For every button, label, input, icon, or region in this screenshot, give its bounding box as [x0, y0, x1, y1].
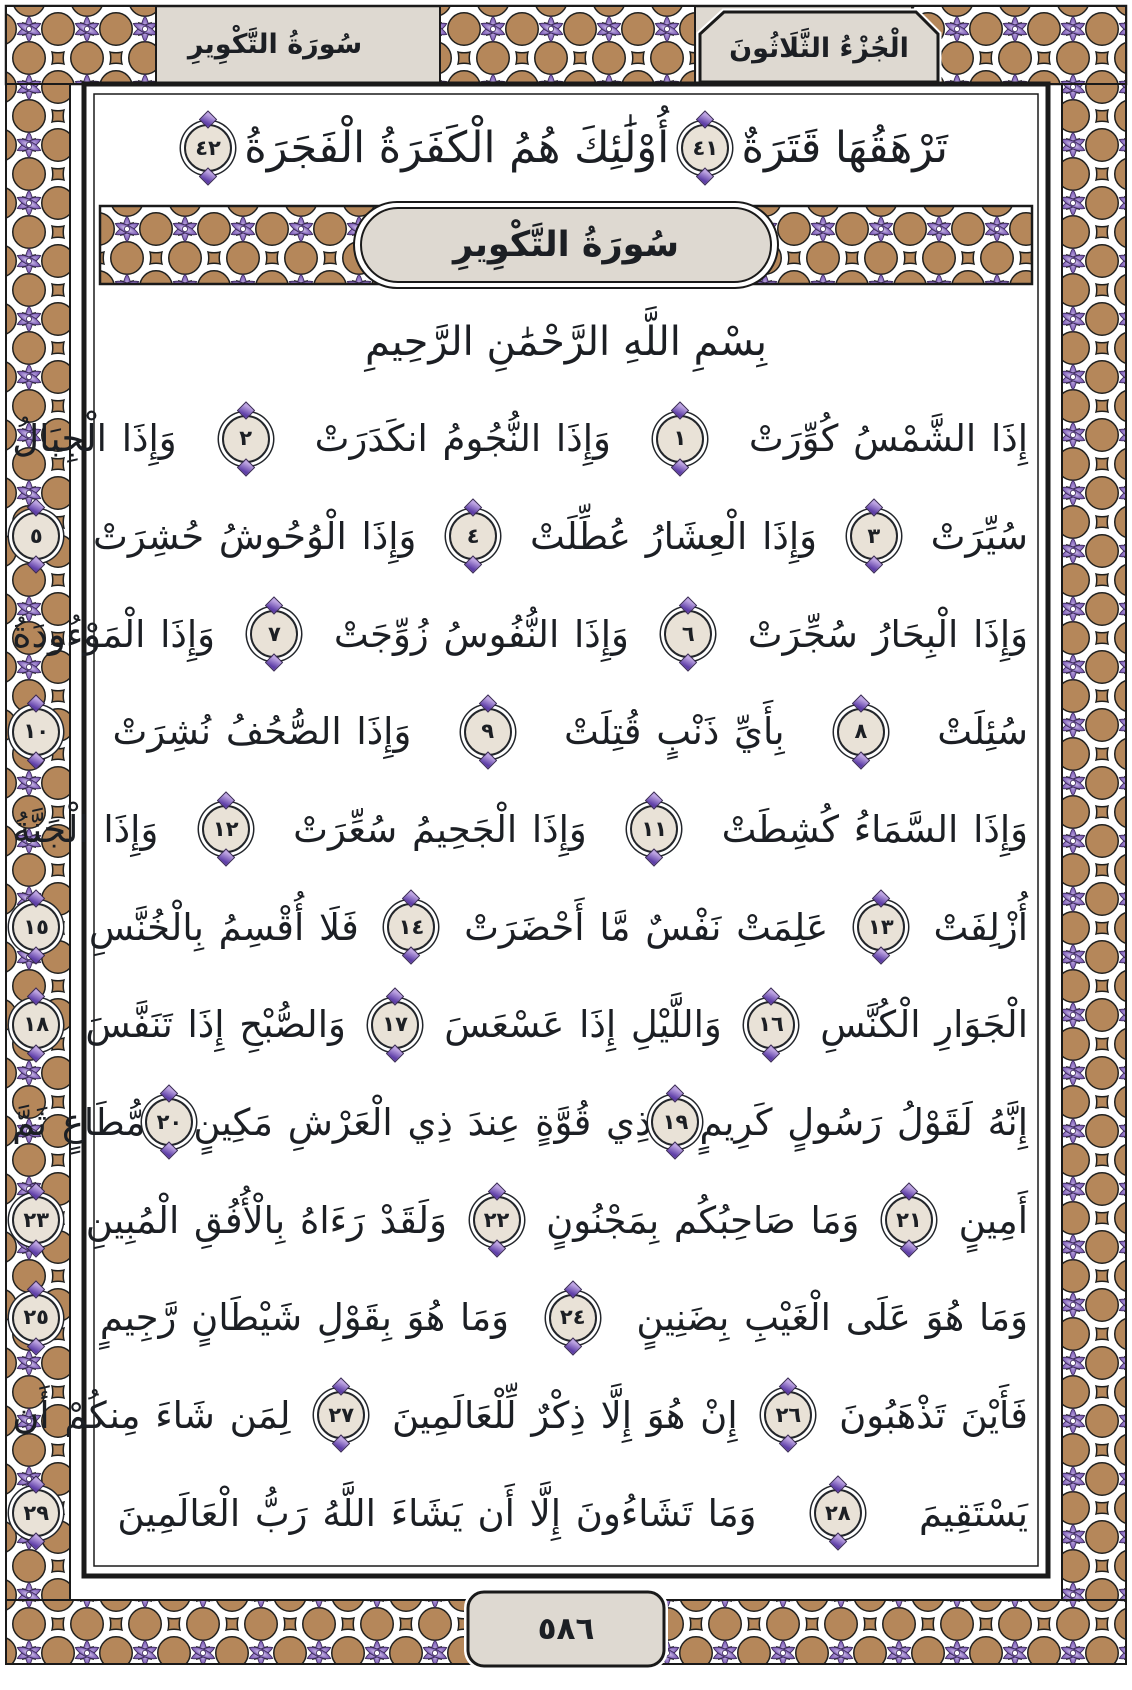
- quran-line: [12, 781, 1028, 879]
- ayah-text: لِمَن شَاءَ مِنكُمْ أَن: [12, 1393, 291, 1437]
- ayah-text: وَإِذَا السَّمَاءُ كُشِطَتْ: [721, 807, 1028, 851]
- ayah-text: وَإِذَا النُّجُومُ انكَدَرَتْ: [314, 417, 611, 461]
- quran-line: [12, 1074, 1028, 1172]
- verse-marker: ١: [656, 415, 704, 463]
- verse-marker: ٨: [837, 708, 885, 756]
- verse-marker: ٣: [850, 512, 898, 560]
- ayah-text: فَلَا أُقْسِمُ بِالْخُنَّسِ: [88, 905, 359, 949]
- verse-marker: ١٩: [651, 1098, 699, 1146]
- ayah-text: أُوْلَٰئِكَ هُمُ الْكَفَرَةُ الْفَجَرَةُ: [244, 123, 670, 173]
- verse-marker: ٢٧: [317, 1391, 365, 1439]
- verse-marker: ٢٠: [145, 1098, 193, 1146]
- ayah-text: وَإِذَا الْجَنَّةُ: [12, 807, 159, 851]
- ayah-text: مُّطَاعٍ ثَمَّ: [12, 1100, 146, 1144]
- verse-marker: ١٥: [12, 903, 60, 951]
- quran-line: [12, 1367, 1028, 1465]
- ayah-text: سُيِّرَتْ: [930, 514, 1028, 558]
- continuation-line: [104, 100, 1028, 196]
- ayah-text: وَلَقَدْ رَءَاهُ بِالْأُفُقِ الْمُبِينِ: [85, 1198, 447, 1242]
- header-juz-label: الْجُزْءُ الثَّلَاثُونَ: [729, 32, 909, 64]
- quran-line: [12, 976, 1028, 1074]
- ayah-text: تَرْهَقُهَا قَتَرَةٌ: [741, 123, 948, 173]
- ayah-text: إِذَا الشَّمْسُ كُوِّرَتْ: [748, 417, 1028, 461]
- ayah-text: عَلِمَتْ نَفْسٌ مَّا أَحْضَرَتْ: [464, 905, 829, 949]
- quran-lines: [12, 390, 1028, 1562]
- quran-line: [12, 878, 1028, 976]
- verse-marker: ١٦: [747, 1001, 795, 1049]
- verse-marker: ١٨: [12, 1001, 60, 1049]
- verse-marker: ٦: [664, 610, 712, 658]
- ayah-text: وَمَا صَاحِبُكُم بِمَجْنُونٍ: [546, 1198, 860, 1242]
- verse-marker: ٤: [449, 512, 497, 560]
- ayah-text: وَإِذَا الْجِبَالُ: [12, 417, 177, 461]
- verse-marker: ٤١: [681, 124, 729, 172]
- quran-line: [12, 585, 1028, 683]
- ayah-text: أُزْلِفَتْ: [933, 905, 1028, 949]
- ayah-text: وَإِذَا الْعِشَارُ عُطِّلَتْ: [529, 514, 817, 558]
- ayah-text: وَإِذَا الْجَحِيمُ سُعِّرَتْ: [293, 807, 587, 851]
- verse-marker: ٢٢: [473, 1196, 521, 1244]
- ayah-text: وَمَا تَشَاءُونَ إِلَّا أَن يَشَاءَ اللَّهُ رَبُّ الْعَالَمِينَ: [117, 1491, 757, 1535]
- ayah-text: وَمَا هُوَ بِقَوْلِ شَيْطَانٍ رَّجِيمٍ: [99, 1296, 510, 1340]
- verse-marker: ٢٨: [814, 1489, 862, 1537]
- ayah-text: وَالصُّبْحِ إِذَا تَنَفَّسَ: [85, 1003, 346, 1047]
- verse-marker: ٢٦: [764, 1391, 812, 1439]
- quran-line: [12, 488, 1028, 586]
- ayah-text: ذِي قُوَّةٍ عِندَ ذِي الْعَرْشِ مَكِينٍ: [193, 1100, 652, 1144]
- verse-marker: ٢١: [885, 1196, 933, 1244]
- verse-marker: ١٠: [12, 708, 60, 756]
- page-number: ٥٨٦: [537, 1611, 595, 1647]
- verse-marker: ٤٢: [184, 124, 232, 172]
- verse-marker: ١٤: [387, 903, 435, 951]
- ayah-text: إِنْ هُوَ إِلَّا ذِكْرٌ لِّلْعَالَمِينَ: [391, 1393, 738, 1437]
- ayah-text: فَأَيْنَ تَذْهَبُونَ: [839, 1393, 1028, 1437]
- surah-title: سُورَةُ التَّكْوِيرِ: [453, 225, 679, 265]
- ayah-text: وَإِذَا النُّفُوسُ زُوِّجَتْ: [333, 612, 629, 656]
- ayah-text: الْجَوَارِ الْكُنَّسِ: [820, 1003, 1028, 1047]
- header-surah-label: سُورَةُ التَّكْوِيرِ: [187, 28, 363, 60]
- ayah-text: وَإِذَا الْمَوْءُودَةُ: [12, 612, 216, 656]
- verse-marker: ٢٣: [12, 1196, 60, 1244]
- verse-marker: ٢٤: [549, 1294, 597, 1342]
- ayah-text: وَمَا هُوَ عَلَى الْغَيْبِ بِضَنِينٍ: [636, 1296, 1028, 1340]
- ayah-text: وَإِذَا الصُّحُفُ نُشِرَتْ: [112, 710, 412, 754]
- bismillah: بِسْمِ اللَّهِ الرَّحْمَٰنِ الرَّحِيمِ: [364, 319, 768, 365]
- ayah-text: سُئِلَتْ: [937, 710, 1028, 754]
- ayah-text: وَإِذَا الْوُحُوشُ حُشِرَتْ: [93, 514, 417, 558]
- verse-marker: ٢٩: [12, 1489, 60, 1537]
- verse-marker: ١١: [630, 805, 678, 853]
- ayah-text: أَمِينٍ: [958, 1198, 1028, 1242]
- quran-line: [12, 683, 1028, 781]
- quran-line: [12, 390, 1028, 488]
- verse-marker: ١٢: [202, 805, 250, 853]
- quran-line: [12, 1171, 1028, 1269]
- verse-marker: ١٣: [857, 903, 905, 951]
- verse-marker: ٢٥: [12, 1294, 60, 1342]
- verse-marker: ٥: [12, 512, 60, 560]
- verse-marker: ٢: [222, 415, 270, 463]
- verse-marker: ٩: [464, 708, 512, 756]
- quran-line: [12, 1464, 1028, 1562]
- ayah-text: وَاللَّيْلِ إِذَا عَسْعَسَ: [444, 1003, 722, 1047]
- ayah-text: يَسْتَقِيمَ: [919, 1491, 1028, 1535]
- ayah-text: إِنَّهُ لَقَوْلُ رَسُولٍ كَرِيمٍ: [699, 1100, 1028, 1144]
- verse-marker: ٧: [250, 610, 298, 658]
- ayah-text: وَإِذَا الْبِحَارُ سُجِّرَتْ: [747, 612, 1028, 656]
- quran-line: [12, 1269, 1028, 1367]
- ayah-text: بِأَيِّ ذَنْبٍ قُتِلَتْ: [564, 710, 785, 754]
- verse-marker: ١٧: [371, 1001, 419, 1049]
